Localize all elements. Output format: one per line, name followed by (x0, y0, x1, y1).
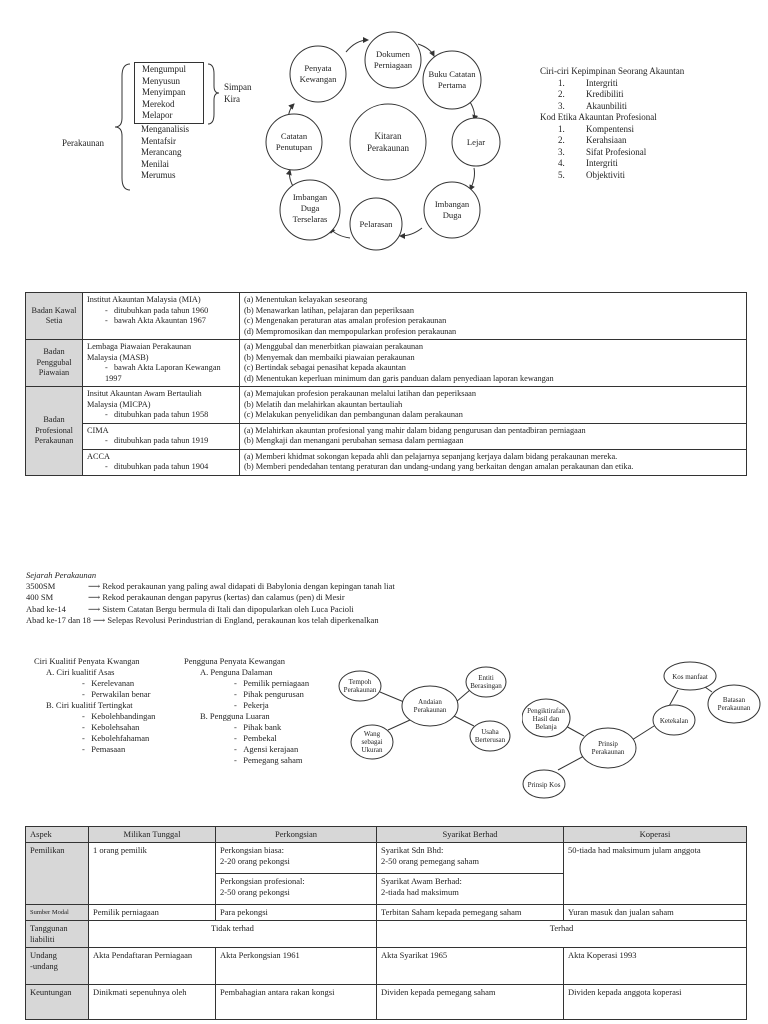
list-item: - Kebolehsahan (82, 722, 140, 732)
svg-text:Hasil dan: Hasil dan (532, 715, 560, 723)
svg-text:Duga: Duga (300, 203, 320, 213)
list-item: - Pemilik perniagaan (234, 678, 310, 688)
badan-table (25, 292, 747, 476)
pengguna-section: Pengguna Penyata Kewangan A. Penguna Dalaman - Pemilik perniagaan - Pihak pengurusan - Pekerja B. Pengguna Luaran - Pihak bank - Pembekal - Agensi kerajaan - Pemegang saham (184, 656, 310, 765)
list-item: - Pekerja (234, 700, 269, 710)
list-item: - Pemegang saham (234, 755, 303, 765)
category-cell: Badan Kawal Setia (26, 293, 83, 340)
svg-text:Perakaunan: Perakaunan (591, 748, 625, 756)
list-item: - Pemasaan (82, 744, 126, 754)
list-item: Merekod (142, 98, 175, 109)
perakaunan-boxed-list (134, 62, 204, 124)
list-item: 1. Kompentensi (558, 123, 634, 134)
andaian-perakaunan-diagram (338, 660, 524, 770)
entity-comparison-table (25, 826, 747, 1020)
list-item: - Perwakilan benar (82, 689, 151, 699)
list-item: - Agensi kerajaan (234, 744, 299, 754)
list-item: 2. Kredibiliti (558, 89, 624, 99)
svg-text:sebagai: sebagai (361, 738, 383, 746)
table-row: CIMA - ditubuhkan pada tahun 1919 (a) Melahirkan akauntan profesional yang mahir dalam bidang pengurusan dan pentadbiran perniagaan (b) Mengkaji dan menangani perubahan semasa dalam perniagaan (26, 423, 747, 449)
svg-text:Perakaunan: Perakaunan (413, 706, 447, 714)
svg-text:Berasingan: Berasingan (470, 682, 502, 690)
list-item: Menilai (141, 158, 169, 169)
list-item: 400 SM ⟶ Rekod perakaunan dengan papyrus (kertas) dan calamus (pen) di Mesir (26, 592, 345, 603)
svg-text:Ketekalan: Ketekalan (659, 717, 689, 725)
prinsip-perakaunan-diagram (522, 660, 762, 800)
list-item: Merancang (141, 147, 182, 157)
list-item: - Pihak bank (234, 722, 282, 732)
svg-text:Kitaran: Kitaran (374, 131, 402, 141)
table-row: ACCA - ditubuhkan pada tahun 1904 (a) Memberi khidmat sokongan kepada ahli dan pelajarnya sepanjang kerjaya dalam bidang perakaunan mereka. (b) Memberi pendedahan tentang peraturan dan undang-undang yang berkaitan dengan amalan perakaunan dan etika. (26, 449, 747, 475)
svg-text:Belanja: Belanja (535, 723, 557, 731)
table-row: Undang -undang Akta Pendaftaran Perniagaan Akta Perkongsian 1961 Akta Syarikat 1965 Akta Koperasi 1993 (26, 948, 747, 985)
perakaunan-label: Perakaunan (62, 138, 104, 148)
svg-text:Ukuran: Ukuran (361, 746, 383, 754)
table-row: Perkongsian profesional: 2-50 orang pekongsi Syarikat Awam Berhad: 2-tiada had maksimum (26, 874, 747, 905)
perakaunan-more-list (141, 124, 189, 182)
table-header-row (26, 827, 747, 843)
list-item: - Pembekal (234, 733, 277, 743)
list-item: Mentafsir (141, 135, 176, 146)
column-header: Milikan Tunggal (89, 827, 216, 843)
svg-text:Prinsip Kos: Prinsip Kos (527, 781, 561, 789)
svg-text:Andaian: Andaian (418, 698, 442, 706)
svg-text:Pengiktirafan: Pengiktirafan (527, 707, 565, 715)
list-item: Menyimpan (142, 87, 186, 97)
svg-text:Imbangan: Imbangan (434, 199, 470, 209)
svg-text:Dokumen: Dokumen (376, 49, 410, 59)
svg-text:Perniagaan: Perniagaan (373, 60, 413, 70)
list-item: - Kebolehbandingan (82, 711, 156, 721)
list-item: Merumus (141, 170, 176, 180)
svg-text:Perakaunan: Perakaunan (343, 686, 377, 694)
table-row: Badan Penggubal Piawaian Lembaga Piawaian Perakaunan Malaysia (MASB) - bawah Akta Laporan Kewangan 1997 (a) Menggubal dan menerbitkan piawaian perakaunan (b) Menyemak dan membaiki piawaian perakaunan (c) Bertindak sebagai penasihat kepada akauntan (d) Menentukan keperluan minimum dan garis panduan dalam penyediaan laporan kewangan (26, 340, 747, 387)
svg-text:Wang: Wang (363, 730, 381, 738)
list-item: Abad ke-17 dan 18 ⟶ Selepas Revolusi Perindustrian di England, perakaunan kos telah diperkenalkan (26, 614, 379, 625)
ciri-kualitif-section: Ciri Kualitif Penyata Kwangan A. Ciri kualitif Asas - Kerelevanan - Perwakilan benar B. Ciri kualitif Tertingkat - Kebolehbandingan - Kebolehsahan - Kebolehfahaman - Pemasaan (34, 656, 156, 754)
list-item: - Pihak pengurusan (234, 689, 304, 699)
pengguna-title: Pengguna Penyata Kewangan (184, 656, 286, 666)
list-item: Menganalisis (141, 124, 189, 134)
svg-text:Kos manfaat: Kos manfaat (672, 673, 708, 681)
svg-text:Perakaunan: Perakaunan (367, 143, 409, 153)
svg-text:Duga: Duga (442, 210, 462, 220)
table-row: Badan Kawal Setia Institut Akauntan Malaysia (MIA) - ditubuhkan pada tahun 1960 - bawah Akta Akauntan 1967 (a) Menentukan kelayakan seseorang (b) Menawarkan latihan, pelajaran dan peperiksaan (c) Mengenakan peraturan atas amalan profesion perakaunan (d) Mempromosikan dan mempopularkan profesion perakaunan (26, 293, 747, 340)
svg-text:Terselaras: Terselaras (292, 214, 328, 224)
svg-text:Tempoh: Tempoh (348, 678, 372, 686)
table-row: Tanggunan liabiliti Tidak terhad Terhad (26, 921, 747, 948)
svg-text:Entiti: Entiti (478, 674, 494, 682)
svg-text:Pelarasan: Pelarasan (359, 219, 393, 229)
table-row: Badan Profesional Perakaunan Insitut Akauntan Awam Bertauliah Malaysia (MICPA) - ditubuhkan pada tahun 1958 (a) Memajukan profesion perakaunan melalui latihan dan peperiksaan (b) Melatih dan melahirkan akauntan bertauliah (c) Melakukan penyelidikan dan pembangunan dalam perakaunan (26, 387, 747, 424)
column-header: Perkongsian (216, 827, 377, 843)
list-item: 5. Objektiviti (558, 169, 625, 180)
list-item: Melapor (142, 110, 173, 120)
kitaran-cycle-diagram (258, 18, 528, 263)
svg-text:Catatan: Catatan (280, 131, 308, 141)
list-item: 2. Kerahsiaan (558, 135, 627, 145)
ciri-kepimpinan-section (540, 66, 684, 181)
svg-text:Penyata: Penyata (304, 63, 332, 73)
svg-text:Batasan: Batasan (722, 696, 746, 704)
simpan-kira-label: Simpan Kira (224, 82, 252, 104)
column-header: Syarikat Berhad (377, 827, 564, 843)
kitaran-center (350, 104, 426, 180)
table-row: Keuntungan Dinikmati sepenuhnya oleh Pembahagian antara rakan kongsi Dividen kepada pemegang saham Dividen kepada anggota koperasi (26, 985, 747, 1020)
list-item: 4. Intergriti (558, 158, 618, 168)
sejarah-title: Sejarah Perakaunan (26, 570, 97, 580)
list-item: Mengumpul (142, 64, 186, 74)
category-cell: Badan Profesional Perakaunan (26, 387, 83, 476)
svg-text:Pertama: Pertama (437, 80, 467, 90)
svg-text:Berterusan: Berterusan (474, 736, 506, 744)
svg-text:Perakaunan: Perakaunan (717, 704, 751, 712)
perakaunan-brace (112, 62, 134, 192)
ciri-kualitif-title: Ciri Kualitif Penyata Kwangan (34, 656, 140, 666)
column-header: Aspek (26, 827, 89, 843)
kod-etika-title: Kod Etika Akauntan Profesional (540, 112, 657, 122)
list-item: Abad ke-14 ⟶ Sistem Catatan Bergu bermula di Itali dan dipopularkan oleh Luca Pacioli (26, 603, 354, 614)
list-item: - Kebolehfahaman (82, 733, 150, 743)
svg-text:Prinsip: Prinsip (598, 740, 618, 748)
svg-text:Imbangan: Imbangan (292, 192, 328, 202)
list-item: 3. Akaunbiliti (558, 100, 627, 111)
simpan-brace (206, 62, 220, 126)
svg-text:Usaha: Usaha (481, 728, 499, 736)
ciri-kepimpinan-title: Ciri-ciri Kepimpinan Seorang Akauntan (540, 66, 685, 76)
list-item: 3500SM ⟶ Rekod perakaunan yang paling awal didapati di Babylonia dengan kepingan tanah liat (26, 581, 395, 592)
table-row: Sumber Modal Pemilik perniagaan Para pekongsi Terbitan Saham kepada pemegang saham Yuran masuk dan jualan saham (26, 905, 747, 921)
svg-text:Kewangan: Kewangan (299, 74, 337, 84)
category-cell: Badan Penggubal Piawaian (26, 340, 83, 387)
svg-text:Lejar: Lejar (466, 137, 486, 147)
svg-text:Buku Catatan: Buku Catatan (428, 69, 476, 79)
list-item: Menyusun (142, 75, 180, 86)
table-row: Pemilikan 1 orang pemilik Perkongsian biasa: 2-20 orang pekongsi Syarikat Sdn Bhd: 2-50 orang pemegang saham 50-tiada had maksimum julam anggota (26, 843, 747, 874)
sejarah-section (26, 570, 395, 626)
list-item: 3. Sifat Profesional (558, 146, 647, 157)
column-header: Koperasi (564, 827, 747, 843)
list-item: 1. Intergriti (558, 77, 618, 88)
list-item: - Kerelevanan (82, 678, 135, 688)
svg-text:Penutupan: Penutupan (275, 142, 313, 152)
